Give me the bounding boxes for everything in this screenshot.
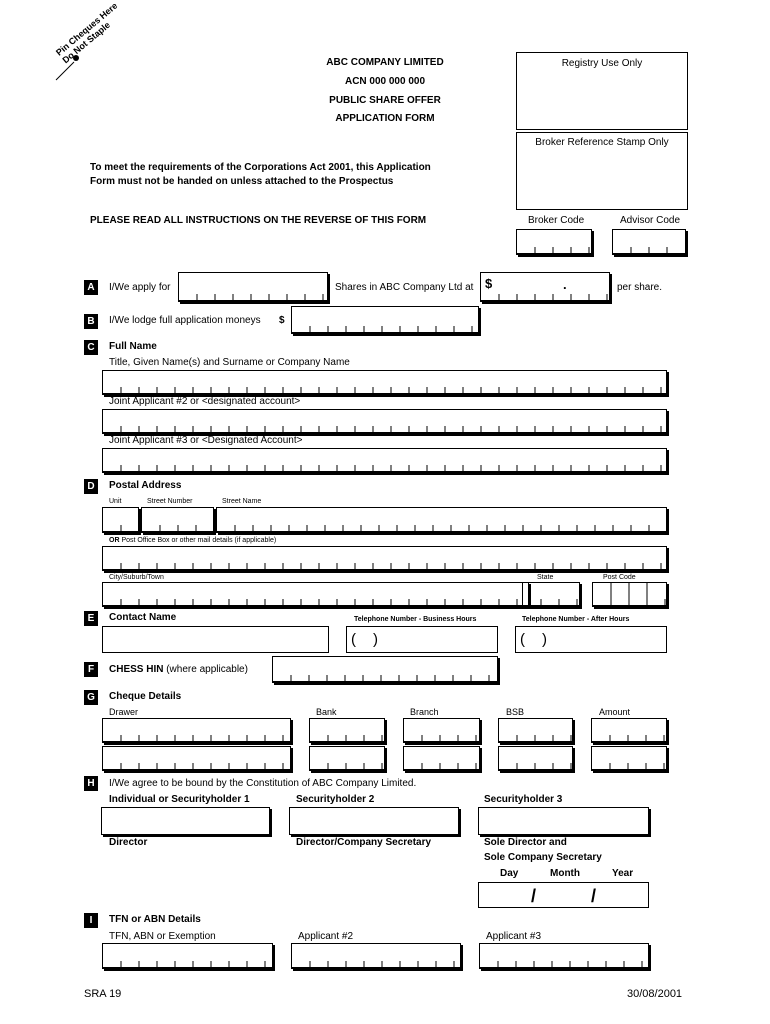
date-slash-1: / bbox=[531, 886, 537, 906]
share-price-field[interactable] bbox=[480, 272, 610, 302]
tel-after-field[interactable] bbox=[515, 626, 667, 653]
comb-ticks bbox=[103, 371, 666, 393]
application-moneys-field[interactable] bbox=[291, 306, 479, 334]
bank-field-1[interactable] bbox=[309, 718, 385, 743]
amount-label: Amount bbox=[599, 707, 631, 717]
holder3-signature-field[interactable] bbox=[478, 807, 649, 835]
apply-for-label: I/We apply for bbox=[109, 282, 171, 293]
drawer-label: Drawer bbox=[109, 707, 139, 717]
form-date: 30/08/2001 bbox=[627, 988, 683, 1000]
comb-ticks bbox=[404, 719, 479, 741]
bsb-field-2[interactable] bbox=[498, 746, 573, 771]
chess-hin-label bbox=[109, 664, 248, 676]
or-label: OR bbox=[109, 537, 120, 544]
state-field[interactable] bbox=[522, 582, 580, 607]
cheque-details-title: Cheque Details bbox=[109, 691, 182, 702]
tel-after-paren-open: ( bbox=[520, 631, 525, 648]
share-price-dot: . bbox=[563, 277, 567, 292]
tel-business-field[interactable] bbox=[346, 626, 498, 653]
section-a-marker: A bbox=[84, 280, 98, 295]
branch-field-2[interactable] bbox=[403, 746, 480, 771]
comb-ticks bbox=[292, 944, 460, 967]
bank-field-2[interactable] bbox=[309, 746, 385, 771]
tel-after-label: Telephone Number - After Hours bbox=[522, 616, 630, 623]
postal-address-title: Postal Address bbox=[109, 480, 182, 491]
full-name-sublabel: Title, Given Name(s) and Surname or Company Name bbox=[109, 357, 350, 368]
notice-line1: To meet the requirements of the Corporations Act 2001, this Application bbox=[90, 162, 431, 173]
drawer-field-2[interactable] bbox=[102, 746, 291, 771]
comb-ticks bbox=[592, 747, 666, 769]
holder1-label: Individual or Securityholder 1 bbox=[109, 794, 250, 805]
comb-ticks bbox=[103, 747, 290, 769]
constitution-agreement: I/We agree to be bound by the Constitution of ABC Company Limited. bbox=[109, 778, 417, 789]
comb-ticks bbox=[310, 747, 384, 769]
tfn-applicant3-label: Applicant #3 bbox=[486, 931, 542, 942]
tfn-applicant2-label: Applicant #2 bbox=[298, 931, 354, 942]
joint2-label: Joint Applicant #2 or <designated account> bbox=[109, 396, 301, 407]
unit-field[interactable] bbox=[102, 507, 139, 533]
comb-ticks bbox=[480, 944, 648, 967]
branch-label: Branch bbox=[410, 707, 439, 717]
comb-ticks bbox=[103, 508, 138, 531]
shares-in-label: Shares in ABC Company Ltd at bbox=[335, 282, 474, 293]
lodge-moneys-label: I/We lodge full application moneys bbox=[109, 315, 261, 326]
broker-stamp-label: Broker Reference Stamp Only bbox=[535, 137, 669, 148]
comb-ticks bbox=[103, 410, 666, 432]
branch-field-1[interactable] bbox=[403, 718, 480, 743]
sole-director-label: Sole Director and bbox=[484, 837, 567, 848]
tel-business-label: Telephone Number - Business Hours bbox=[354, 616, 477, 623]
director-secretary-label: Director/Company Secretary bbox=[296, 837, 432, 848]
bsb-field-1[interactable] bbox=[498, 718, 573, 743]
broker-code-field[interactable] bbox=[516, 229, 592, 255]
month-label: Month bbox=[550, 868, 580, 879]
company-title: ABC COMPANY LIMITED bbox=[326, 57, 444, 68]
tfn-sublabel: TFN, ABN or Exemption bbox=[109, 931, 216, 942]
tel-after-paren-close: ) bbox=[542, 631, 547, 648]
comb-ticks bbox=[103, 547, 666, 569]
comb-ticks bbox=[103, 719, 290, 741]
comb-ticks bbox=[292, 307, 478, 332]
bank-label: Bank bbox=[316, 707, 337, 717]
section-g-marker: G bbox=[84, 690, 98, 705]
registry-box bbox=[516, 52, 688, 130]
acn-number: ACN 000 000 000 bbox=[344, 76, 426, 87]
date-slash-2: / bbox=[591, 886, 597, 906]
tfn-applicant3-field[interactable] bbox=[479, 943, 649, 969]
holder1-signature-field[interactable] bbox=[101, 807, 270, 835]
comb-ticks bbox=[273, 657, 497, 681]
comb-ticks bbox=[142, 508, 213, 531]
street-number-label: Street Number bbox=[147, 498, 193, 505]
street-name-field[interactable] bbox=[216, 507, 667, 533]
comb-ticks bbox=[523, 583, 579, 605]
comb-ticks bbox=[310, 719, 384, 741]
broker-code-label: Broker Code bbox=[528, 215, 585, 226]
per-share-label: per share. bbox=[617, 282, 663, 293]
section-d-marker: D bbox=[84, 479, 98, 494]
contact-name-field[interactable] bbox=[102, 626, 329, 653]
contact-name-title: Contact Name bbox=[109, 612, 177, 623]
section-c-marker: C bbox=[84, 340, 98, 355]
section-b-marker: B bbox=[84, 314, 98, 329]
joint3-label: Joint Applicant #3 or <Designated Account> bbox=[109, 435, 303, 446]
tfn-abn-title: TFN or ABN Details bbox=[109, 914, 201, 925]
holder2-signature-field[interactable] bbox=[289, 807, 459, 835]
city-label: City/Suburb/Town bbox=[109, 574, 164, 581]
offer-title: PUBLIC SHARE OFFER bbox=[329, 95, 441, 106]
section-h-marker: H bbox=[84, 776, 98, 791]
comb-ticks bbox=[499, 719, 572, 741]
po-box-text: Post Office Box or other mail details (if applicable) bbox=[119, 537, 277, 544]
street-number-field[interactable] bbox=[141, 507, 214, 533]
unit-label: Unit bbox=[109, 498, 122, 505]
tel-business-paren-close: ) bbox=[373, 631, 378, 648]
drawer-field-1[interactable] bbox=[102, 718, 291, 743]
sole-secretary-label: Sole Company Secretary bbox=[484, 852, 602, 863]
tfn-applicant2-field[interactable] bbox=[291, 943, 461, 969]
broker-stamp-box bbox=[516, 132, 688, 210]
form-code: SRA 19 bbox=[84, 988, 122, 1000]
pin-cheques-stamp bbox=[48, 0, 138, 92]
holder3-label: Securityholder 3 bbox=[484, 794, 563, 805]
city-field[interactable] bbox=[102, 582, 529, 607]
comb-ticks bbox=[499, 747, 572, 769]
postcode-label: Post Code bbox=[603, 574, 636, 581]
director-label: Director bbox=[109, 837, 148, 848]
year-label: Year bbox=[612, 868, 634, 879]
state-label: State bbox=[537, 574, 554, 581]
comb-ticks bbox=[103, 944, 272, 967]
comb-ticks bbox=[517, 230, 591, 253]
bsb-label: BSB bbox=[506, 707, 525, 717]
chess-hin-rest: (where applicable) bbox=[163, 664, 248, 675]
applicant2-name-field[interactable] bbox=[102, 409, 667, 434]
tel-business-paren-open: ( bbox=[351, 631, 356, 648]
notice-line2: Form must not be handed on unless attached to the Prospectus bbox=[90, 176, 394, 187]
applicant3-name-field[interactable] bbox=[102, 448, 667, 473]
day-label: Day bbox=[500, 868, 519, 879]
comb-ticks bbox=[613, 230, 685, 253]
pin-cheques-text: Pin Cheques Here Do Not Staple bbox=[54, 0, 120, 66]
postcode-dividers bbox=[593, 583, 666, 605]
amount-field-2[interactable] bbox=[591, 746, 667, 771]
comb-ticks bbox=[404, 747, 479, 769]
shares-quantity-field[interactable] bbox=[178, 272, 328, 302]
comb-ticks bbox=[179, 273, 327, 300]
comb-ticks bbox=[103, 449, 666, 471]
lodge-dollar: $ bbox=[279, 315, 285, 326]
comb-ticks bbox=[481, 273, 609, 300]
chess-hin-field[interactable] bbox=[272, 656, 498, 683]
full-name-title: Full Name bbox=[109, 341, 157, 352]
section-f-marker: F bbox=[84, 662, 98, 677]
chess-hin-bold: CHESS HIN bbox=[109, 664, 164, 675]
holder2-label: Securityholder 2 bbox=[296, 794, 375, 805]
section-e-marker: E bbox=[84, 611, 98, 626]
amount-field-1[interactable] bbox=[591, 718, 667, 743]
applicant1-name-field[interactable] bbox=[102, 370, 667, 395]
comb-ticks bbox=[217, 508, 666, 531]
section-i-marker: I bbox=[84, 913, 98, 928]
postcode-field[interactable] bbox=[592, 582, 667, 607]
share-price-dollar: $ bbox=[485, 276, 493, 291]
registry-label: Registry Use Only bbox=[561, 58, 643, 69]
form-title: APPLICATION FORM bbox=[335, 113, 435, 124]
comb-ticks bbox=[592, 719, 666, 741]
po-box-field[interactable] bbox=[102, 546, 667, 571]
advisor-code-field[interactable] bbox=[612, 229, 686, 255]
po-box-label bbox=[109, 536, 276, 545]
comb-ticks bbox=[103, 583, 528, 605]
instructions-notice: PLEASE READ ALL INSTRUCTIONS ON THE REVERSE OF THIS FORM bbox=[90, 215, 427, 226]
street-name-label: Street Name bbox=[222, 498, 262, 505]
date-field[interactable] bbox=[478, 882, 649, 908]
tfn-applicant1-field[interactable] bbox=[102, 943, 273, 969]
advisor-code-label: Advisor Code bbox=[620, 215, 681, 226]
